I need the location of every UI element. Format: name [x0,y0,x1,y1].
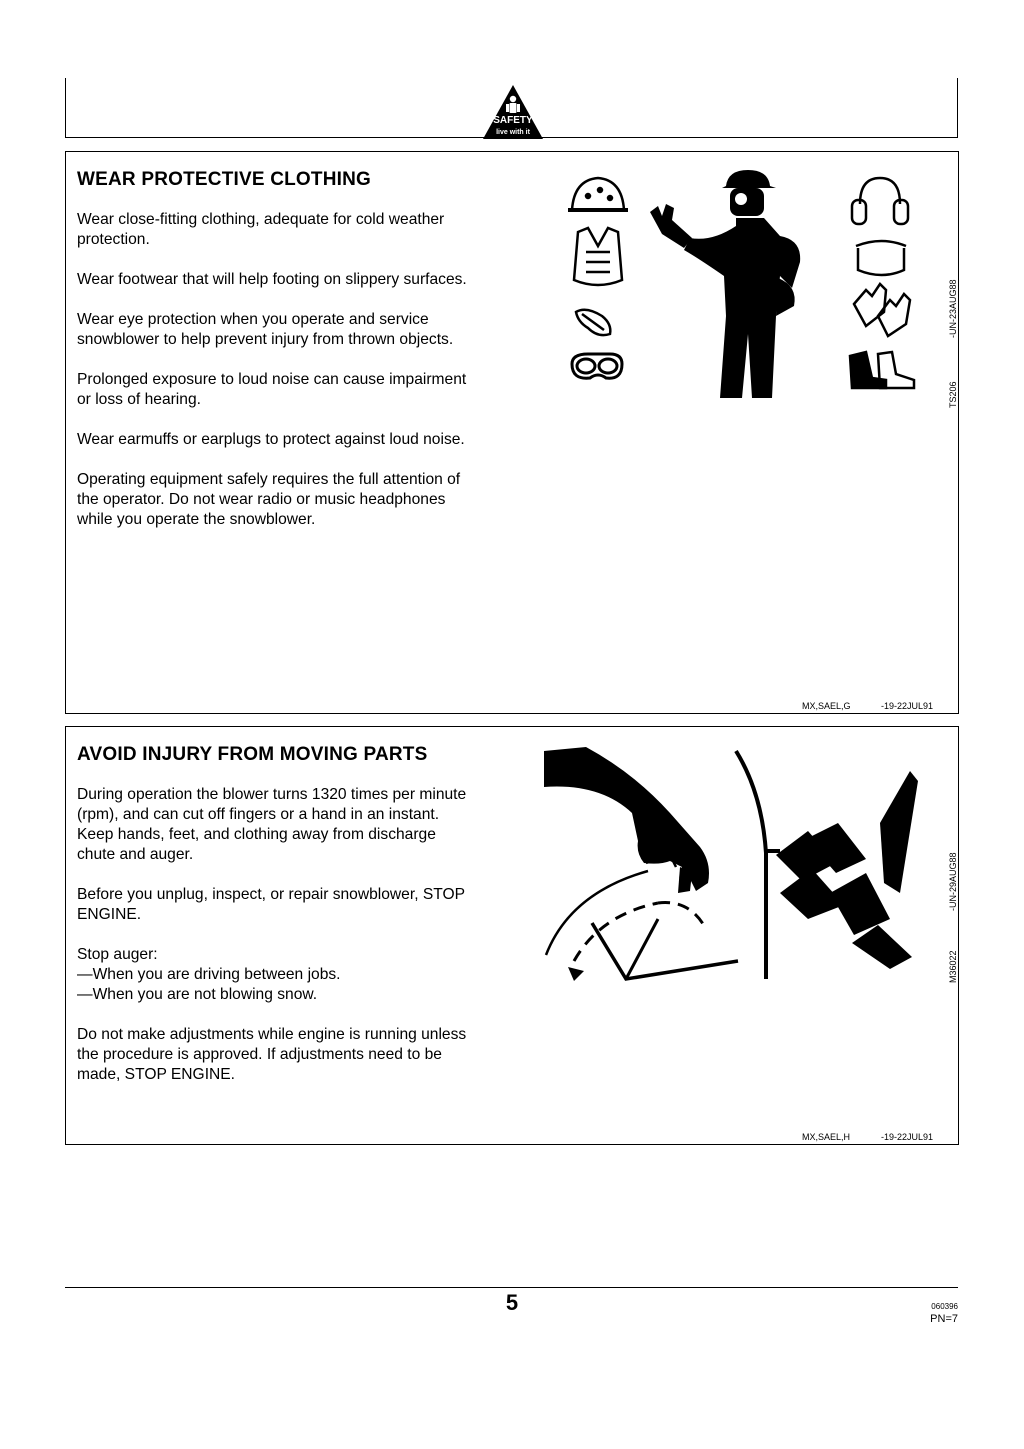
footer-date: -19-22JUL91 [881,1132,934,1142]
section-title: WEAR PROTECTIVE CLOTHING [77,169,372,190]
section-title: AVOID INJURY FROM MOVING PARTS [77,744,428,765]
text-line: Prolonged exposure to loud noise can cause impairment [77,371,467,388]
pn-label: PN=7 [930,1313,958,1325]
boots-icon [850,352,914,388]
text-line: (rpm), and can cut off fingers or a hand in an instant. [77,806,440,823]
paragraph [77,885,517,925]
gloves-icon [854,284,910,336]
footer-code: MX,SAEL,H [802,1132,851,1142]
section-moving-parts [65,726,959,1145]
hand-silhouette [544,747,709,893]
figure-date-label: -UN-29AUG88 [948,852,958,911]
hard-hat-icon [568,178,628,210]
footer-code: MX,SAEL,G [802,701,851,711]
text-line: ENGINE. [77,906,142,923]
safety-logo-icon [481,84,545,140]
text-line: the operator. Do not wear radio or music headphones [77,491,446,508]
text-line: Keep hands, feet, and clothing away from discharge [77,826,436,843]
text-line: —When you are driving between jobs. [77,966,341,983]
page-footer-rule [65,1287,958,1288]
footer-date: -19-22JUL91 [881,701,934,711]
paragraph [77,370,517,410]
earplugs-icon [576,310,610,335]
section-body [77,210,517,550]
text-line: Do not make adjustments while engine is running unless [77,1026,467,1043]
text-line: Wear eye protection when you operate and service [77,311,429,328]
paragraph [77,945,517,1005]
text-line: Wear footwear that will help footing on slippery surfaces. [77,271,467,288]
paragraph [77,430,517,450]
earmuffs-icon [852,178,908,224]
text-line: —When you are not blowing snow. [77,986,318,1003]
text-line: Stop auger: [77,946,158,963]
text-line: Operating equipment safely requires the full attention of [77,471,461,488]
page-number: 5 [505,1290,519,1315]
paragraph [77,785,517,865]
chute-outline [736,751,780,979]
text-line: Wear earmuffs or earplugs to protect against loud noise. [77,431,465,448]
paragraph [77,270,517,290]
auger-blades [776,771,918,969]
figure-date-label: -UN-23AUG88 [948,279,958,338]
logo-safety-text: SAFETY [493,115,533,126]
rotation-arc [546,855,738,979]
auger-hand-illustration [540,743,920,987]
text-line: or loss of hearing. [77,391,201,408]
paragraph [77,310,517,350]
life-vest-icon [574,228,622,285]
protective-gear-illustration [566,166,916,398]
section-body [77,785,517,1105]
text-line: protection. [77,231,150,248]
text-line: Before you unplug, inspect, or repair snowblower, STOP [77,886,466,903]
paragraph [77,210,517,250]
doc-code: 060396 [931,1302,958,1311]
paragraph [77,470,517,530]
text-line: snowblower to help prevent injury from thrown objects. [77,331,454,348]
text-line: During operation the blower turns 1320 times per minute [77,786,467,803]
section-protective-clothing [65,151,959,714]
text-line: chute and auger. [77,846,194,863]
text-line: Wear close-fitting clothing, adequate for cold weather [77,211,445,228]
text-line: the procedure is approved. If adjustments need to be [77,1046,442,1063]
text-line: made, STOP ENGINE. [77,1066,236,1083]
paragraph [77,1025,517,1085]
figure-id-label: M36022 [948,950,958,983]
text-line: while you operate the snowblower. [77,511,316,528]
logo-tagline-text: live with it [496,129,530,136]
figure-id-label: TS206 [948,381,958,408]
face-shield-icon [856,241,906,275]
worker-silhouette [650,170,800,398]
goggles-icon [572,354,622,378]
rotation-arrow-icon [568,967,584,981]
